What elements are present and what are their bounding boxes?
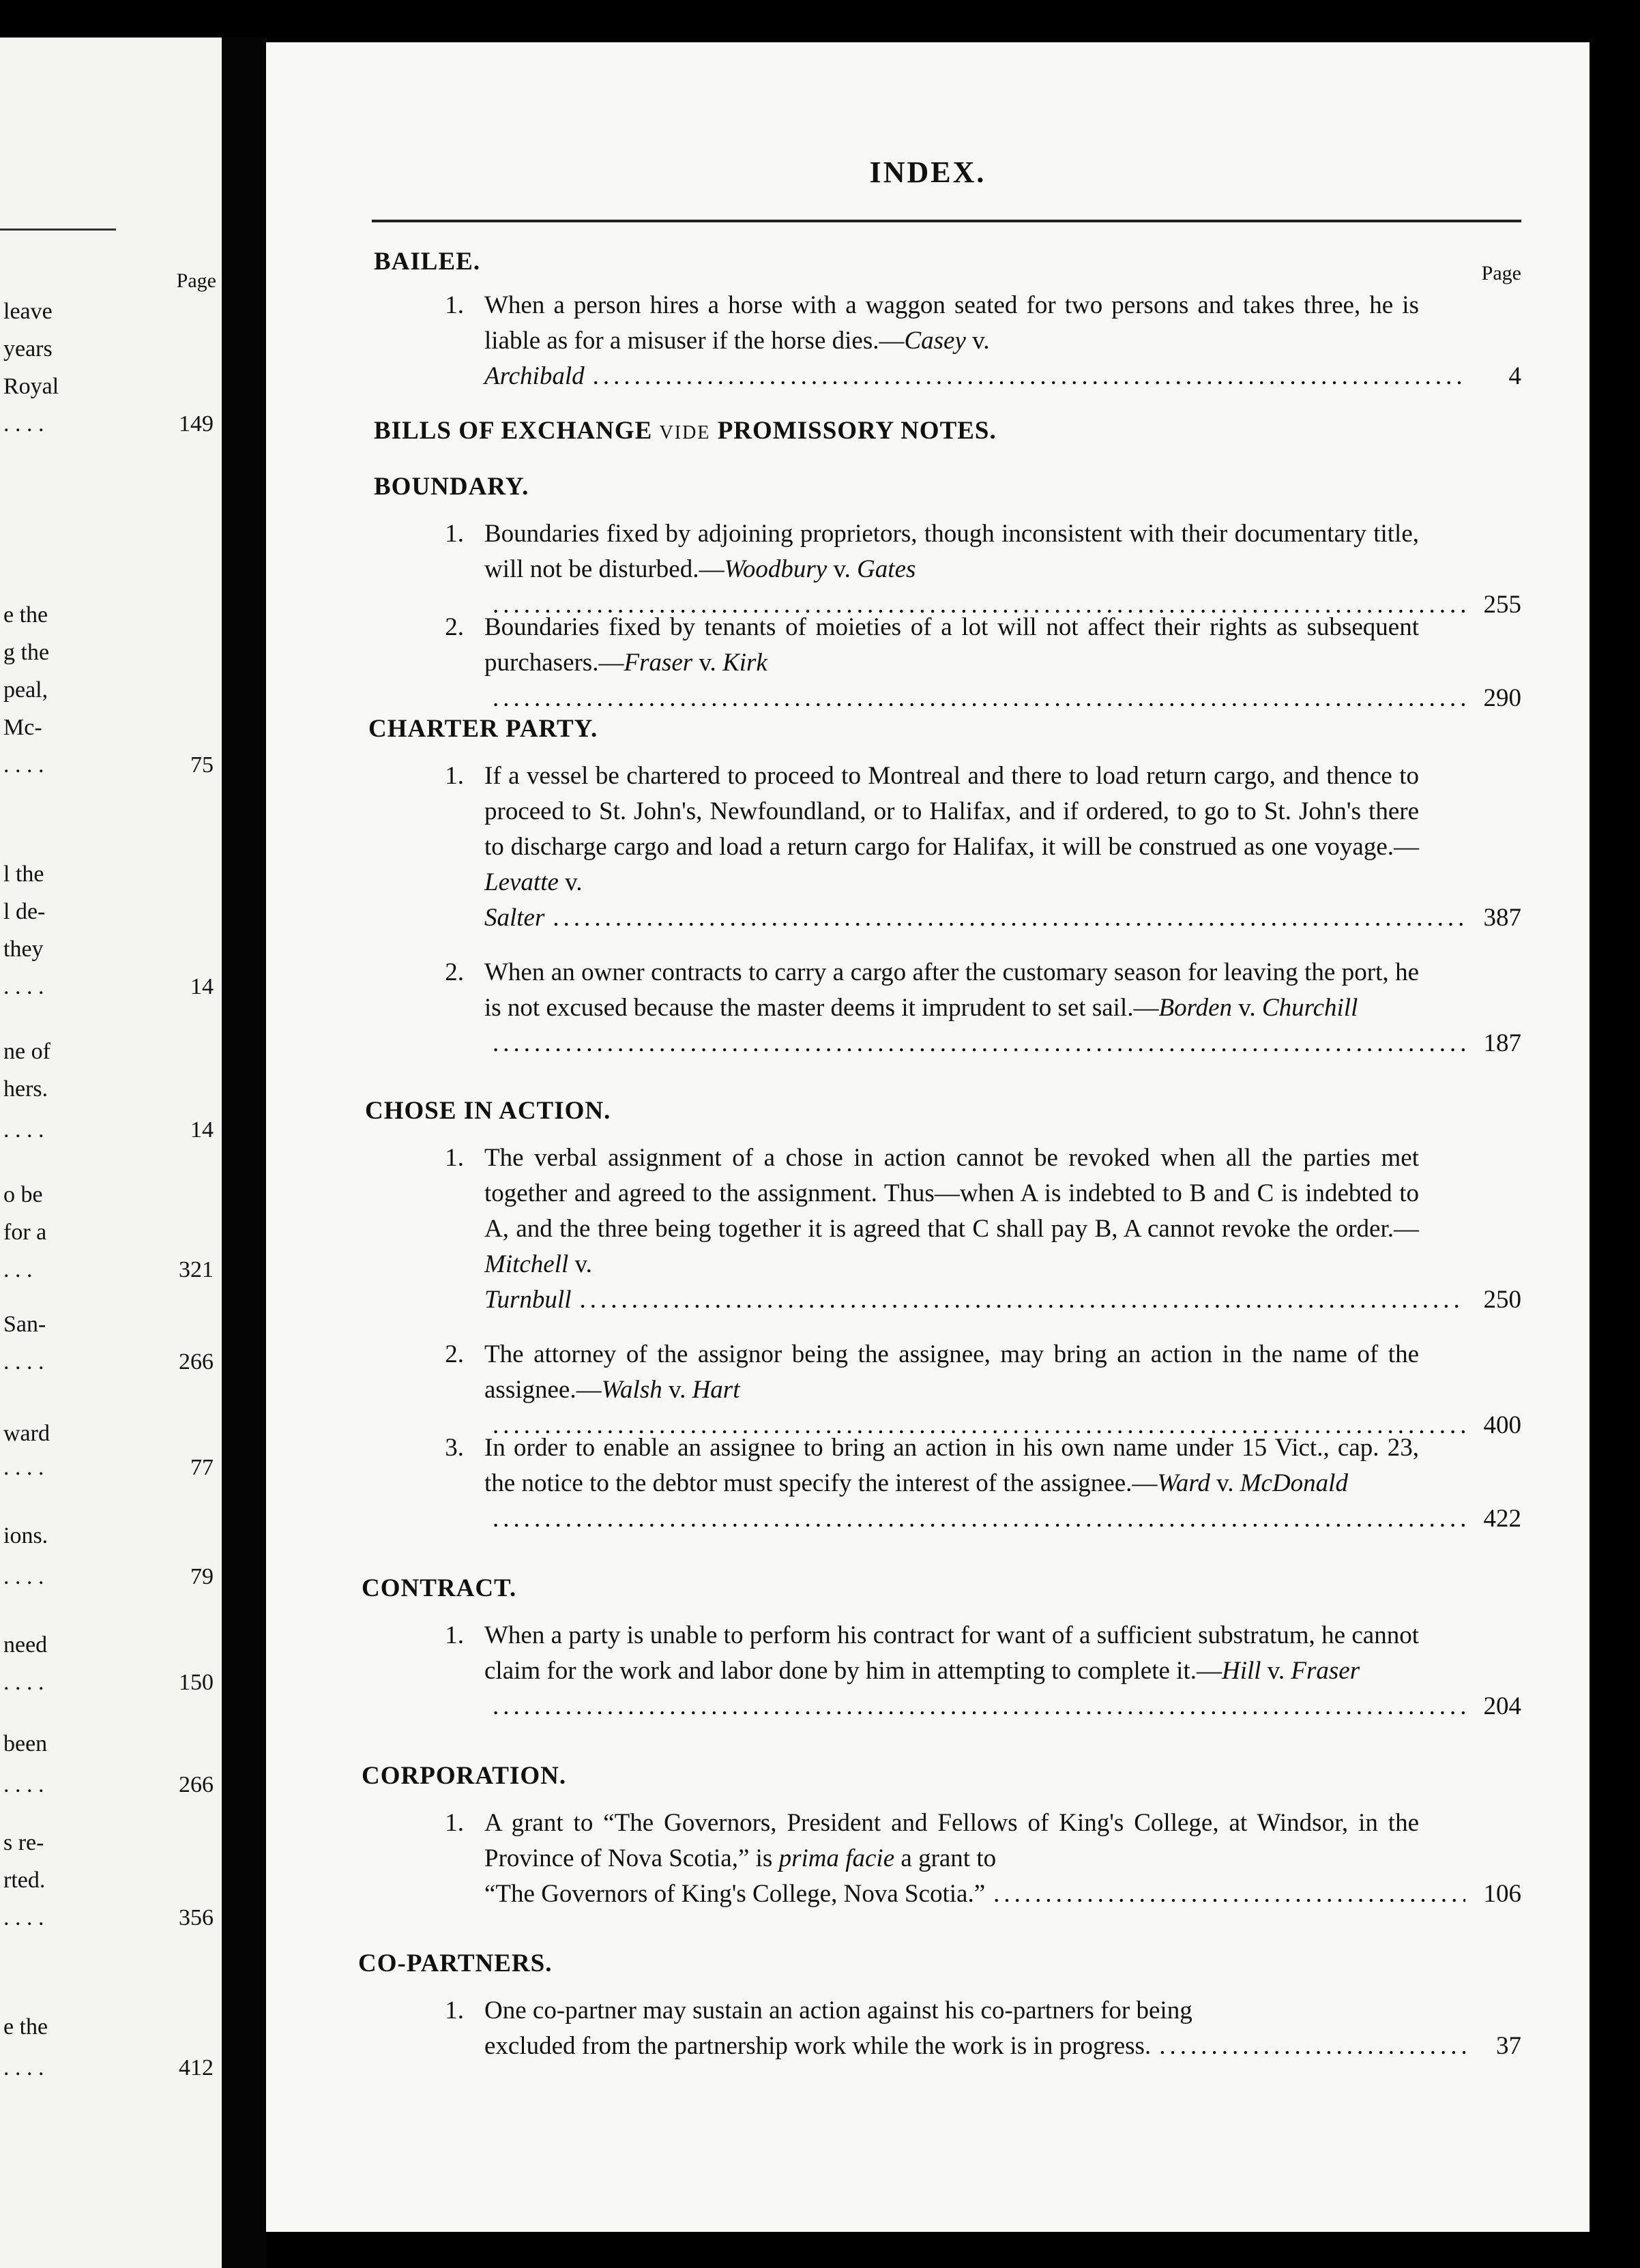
entry-boundary-1: 1. Boundaries fixed by adjoining proprietors, though inconsistent with their documentary title, will not be disturbed.—Woodbury v. Gates ..... 255 [423,516,1521,623]
page-number: 37 [1496,2032,1521,2060]
left-page-fragment: for a [3,1220,47,1245]
entry-chose-3: 3. In order to enable an assignee to bring an action in his own name under 15 Vict., cap. 23, the notice to the debtor must specify the interest of the assignee.—Ward v. McDonald ..... 422 [423,1430,1521,1537]
heading-corporation: CORPORATION. [362,1762,567,1790]
entry-bailee-1 [423,288,1521,394]
page-number: 4 [1508,362,1521,390]
left-page-number: 356 [179,1905,214,1930]
left-page-fragment: . . . . [3,1455,44,1480]
left-page-number: 321 [179,1257,214,1282]
left-page-number: 150 [179,1670,214,1695]
left-page-fragment: o be [3,1182,43,1207]
page-title: INDEX. [869,156,986,189]
page-number: 250 [1483,1286,1521,1314]
heading-chose-in-action: CHOSE IN ACTION. [365,1097,611,1125]
left-page-number: 149 [179,411,214,437]
entry-text: When a person hires a horse with a waggon seated for two persons and takes three, he is liable as for a misuser if the horse dies.—Casey v. [484,291,1419,355]
entry-text: In order to enable an assignee to bring an action in his own name under 15 Vict., cap. 23, the notice to the debtor must specify the interest of the assignee.—Ward v. McDonald [484,1434,1419,1497]
left-page-fragment: . . . . [3,1564,44,1589]
page-number: 290 [1483,684,1521,712]
left-page-number: 266 [179,1772,214,1797]
left-page-number: 79 [190,1564,214,1589]
left-page-number: 77 [190,1455,214,1480]
left-page-fragment: need [3,1632,48,1658]
title-rule [372,220,1521,222]
left-page-fragment: . . . . [3,752,44,778]
entry-text: The attorney of the assignor being the assignee, may bring an action in the name of the assignee.—Walsh v. Hart [484,1340,1419,1404]
heading-bills-of-exchange: BILLS OF EXCHANGE VIDE PROMISSORY NOTES. [374,417,997,445]
left-page-fragment: s re- [3,1830,44,1855]
page-number: 106 [1483,1880,1521,1908]
heading-co-partners: CO-PARTNERS. [358,1949,553,1977]
left-page-fragment: years [3,336,53,362]
left-page-fragment: ne of [3,1039,50,1064]
left-page-fragment: ward [3,1421,50,1446]
left-page-fragment: l de- [3,899,46,924]
left-page-fragment: . . . . [3,974,44,999]
left-page-fragment: l the [3,861,44,887]
left-page-fragment: San- [3,1312,46,1337]
left-page-fragment: . . . . [3,1670,44,1695]
page-number: 400 [1483,1411,1521,1439]
left-page-fragment: . . . . [3,1349,44,1374]
left-page-fragment: . . . . [3,1905,44,1930]
heading-bailee: BAILEE. [374,248,481,276]
entry-text: One co-partner may sustain an action against his co-partners for being [484,1997,1192,2024]
case-party-a: Casey [904,327,966,355]
entry-text: When an owner contracts to carry a cargo after the customary season for leaving the port, he is not excused because the master deems it imprudent to set sail.—Borden v. Churchill [484,958,1419,1022]
entry-text: The verbal assignment of a chose in action cannot be revoked when all the parties met together and agreed to the assignment. Thus—when A is indebted to B and C is indebted to A, and the three being together it is agreed that C shall pay B, A cannot revoke the order.—Mitchell v. [484,1144,1419,1278]
page-number: 387 [1483,904,1521,932]
left-page-fragment: e the [3,2014,48,2039]
entry-text: If a vessel be chartered to proceed to Montreal and there to load return cargo, and thence to proceed to St. John's, Newfoundland, or to Halifax, and if ordered, to go to St. John's there to discharge cargo and load a return cargo for Halifax, it will be construed as one voyage.—Levatte v. [484,762,1419,896]
page-number: 255 [1483,591,1521,619]
left-page-fragment: they [3,937,44,962]
heading-charter-party: CHARTER PARTY. [368,715,598,743]
left-page-fragment: . . . [3,1257,33,1282]
left-page-fragment: been [3,1731,48,1756]
page-number: 187 [1483,1029,1521,1057]
entry-charter-2: 2. When an owner contracts to carry a cargo after the customary season for leaving the port, he is not excused because the master deems it imprudent to set sail.—Borden v. Churchill ..... 187 [423,955,1521,1061]
page-number: 204 [1483,1692,1521,1720]
entry-number: 1. [445,291,464,319]
entry-text: Boundaries fixed by tenants of moieties of a lot will not affect their rights as subsequent purchasers.—Fraser v. Kirk [484,613,1419,677]
left-page-number: 266 [179,1349,214,1374]
entry-copartners-1: 1. One co-partner may sustain an action against his co-partners for being excluded from the partnership work while the work is in progress. ..... 37 [423,1993,1521,2064]
left-page-number: 75 [190,752,214,778]
heading-boundary: BOUNDARY. [374,473,529,501]
left-page-fragment: peal, [3,677,48,703]
leader-dots [593,359,1465,394]
entry-corporation-1: 1. A grant to “The Governors, President and Fellows of King's College, at Windsor, in the Province of Nova Scotia,” is prima facie a grant to “The Governors of King's College, Nova Scotia.” ..... 106 [423,1806,1521,1912]
left-facing-page [0,38,222,2268]
left-page-label: Page [176,269,216,292]
entry-contract-1: 1. When a party is unable to perform his contract for want of a sufficient substratum, he cannot claim for the work and labor done by him in attempting to complete it.—Hill v. Fraser ..... 204 [423,1618,1521,1724]
page-column-label: Page [1481,262,1521,284]
entry-chose-1: 1. The verbal assignment of a chose in action cannot be revoked when all the parties met together and agreed to the assignment. Thus—when A is indebted to B and C is indebted to A, and the three being together it is agreed that C shall pay B, A cannot revoke the order.—Mitchell v. Turnbull ..... 250 [423,1140,1521,1318]
entry-charter-1: 1. If a vessel be chartered to proceed to Montreal and there to load return cargo, and thence to proceed to St. John's, Newfoundland, or to Halifax, and if ordered, to go to St. John's there to discharge cargo and load a return cargo for Halifax, it will be construed as one voyage.—Levatte v. Salter ..... 387 [423,759,1521,936]
left-page-fragment: rted. [3,1868,46,1893]
left-page-fragment: g the [3,640,50,665]
left-page-fragment: hers. [3,1076,48,1102]
entry-last-line [484,359,1521,394]
case-party-b: Archibald [484,362,585,390]
book-spine [222,38,266,2268]
entry-text: Boundaries fixed by adjoining proprietors, though inconsistent with their documentary title, will not be disturbed.—Woodbury v. Gates [484,520,1419,583]
left-page-number: 412 [179,2055,214,2080]
left-page-fragment: . . . . [3,2055,44,2080]
left-page-fragment: . . . . [3,1772,44,1797]
left-page-fragment: ions. [3,1523,48,1548]
left-page-fragment: Mc- [3,715,42,740]
entry-text: A grant to “The Governors, President and Fellows of King's College, at Windsor, in the Province of Nova Scotia,” is prima facie a grant to [484,1809,1419,1872]
left-page-number: 14 [190,1117,214,1143]
left-page-fragment: e the [3,602,48,628]
page-number: 422 [1483,1505,1521,1533]
entry-chose-2: 2. The attorney of the assignor being the assignee, may bring an action in the name of the assignee.—Walsh v. Hart ..... 400 [423,1337,1521,1443]
heading-contract: CONTRACT. [362,1574,517,1602]
left-page-fragment: . . . . [3,1117,44,1143]
left-page-number: 14 [190,974,214,999]
entry-text: When a party is unable to perform his contract for want of a sufficient substratum, he cannot claim for the work and labor done by him in attempting to complete it.—Hill v. Fraser [484,1621,1419,1685]
left-page-rule [0,229,116,231]
entry-boundary-2: 2. Boundaries fixed by tenants of moieties of a lot will not affect their rights as subsequent purchasers.—Fraser v. Kirk ..... 290 [423,610,1521,716]
left-page-fragment: Royal [3,374,59,399]
index-page [266,42,1590,2232]
left-page-fragment: leave [3,299,53,324]
left-page-fragment: . . . . [3,411,44,437]
